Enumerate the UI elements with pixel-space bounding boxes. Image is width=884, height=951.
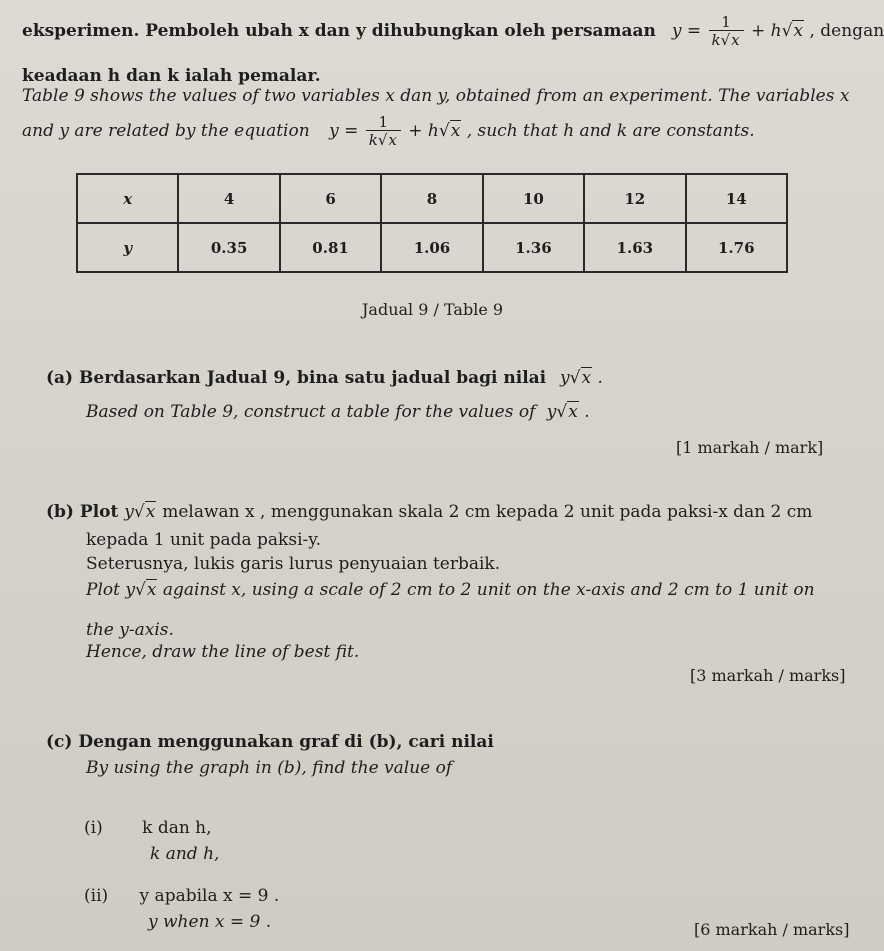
- part-b-ms-1: [46, 502, 812, 522]
- table-cell: 12: [584, 174, 685, 223]
- part-c-ii-label: (ii): [84, 886, 109, 906]
- ysqrtx-expr: y√x .: [546, 402, 590, 422]
- part-b-ms1-post: melawan x , menggunakan skala 2 cm kepada 2 unit pada paksi-x dan 2 cm: [162, 502, 813, 522]
- part-b-marks: [3 markah / marks]: [690, 666, 846, 685]
- equation-fraction-2: $\frac{1}{k√x}$: [366, 114, 401, 149]
- equation-inline-2: y = $\frac{1}{k√x}$ + h√x: [329, 113, 461, 149]
- part-a-ms-text: Berdasarkan Jadual 9, bina satu jadual bagi nilai: [79, 368, 547, 388]
- table-cell: 8: [381, 174, 482, 223]
- part-c-marks: [6 markah / marks]: [694, 920, 850, 939]
- part-b-en-1: [86, 580, 815, 600]
- table-header-y: y: [77, 223, 178, 272]
- table-cell: 0.81: [280, 223, 381, 272]
- part-b-en-3: Hence, draw the line of best fit.: [86, 642, 360, 662]
- table-row-y: [77, 223, 787, 272]
- intro-line-3: Table 9 shows the values of two variables x dan y, obtained from an experiment. The variables x: [22, 86, 850, 106]
- intro-text-en-4: and y are related by the equation: [22, 121, 310, 141]
- part-b-en-2: the y-axis.: [86, 620, 174, 640]
- intro-line-2: keadaan h dan k ialah pemalar.: [22, 66, 321, 86]
- part-a-label: (a): [46, 368, 74, 388]
- part-b-en1-post: against x, using a scale of 2 cm to 2 unit on the x-axis and 2 cm to 1 unit on: [162, 580, 815, 600]
- part-c-ii-en: y when x = 9 .: [148, 912, 272, 932]
- part-c-ii-ms: [84, 886, 279, 906]
- table-cell: 0.35: [178, 223, 279, 272]
- part-c-ms-text: Dengan menggunakan graf di (b), cari nilai: [78, 732, 494, 752]
- part-b-ms-3: Seterusnya, lukis garis lurus penyuaian terbaik.: [86, 554, 501, 574]
- part-c-ii-ms-text: y apabila x = 9 .: [139, 886, 280, 906]
- part-c-ms: [46, 732, 494, 752]
- part-c-en: By using the graph in (b), find the value of: [86, 758, 453, 778]
- table-caption: Jadual 9 / Table 9: [362, 300, 504, 319]
- part-c-i-label: (i): [84, 818, 103, 838]
- part-c-i-ms-text: k dan h,: [142, 818, 212, 838]
- part-c-label: (c): [46, 732, 73, 752]
- ysqrtx-expr: y√x: [125, 580, 157, 600]
- table-cell: 6: [280, 174, 381, 223]
- data-table: [76, 173, 788, 273]
- part-b-ms-2: kepada 1 unit pada paksi-y.: [86, 530, 322, 550]
- table-cell: 1.63: [584, 223, 685, 272]
- part-a-en-text: Based on Table 9, construct a table for the values of: [86, 402, 536, 422]
- table-row-x: [77, 174, 787, 223]
- part-c-i-ms: [84, 818, 212, 838]
- part-c-i-en: k and h,: [150, 844, 220, 864]
- intro-end-4: , such that h and k are constants.: [466, 121, 755, 141]
- table-cell: 4: [178, 174, 279, 223]
- part-a-ms: [46, 368, 603, 388]
- equation-fraction: $\frac{1}{k√x}$: [709, 14, 744, 49]
- table-cell: 1.36: [483, 223, 584, 272]
- equation-inline-1: y = $\frac{1}{k√x}$ + h√x: [671, 13, 804, 49]
- part-a-en: [86, 402, 590, 422]
- intro-text-ms-1: eksperimen. Pemboleh ubah x dan y dihubungkan oleh persamaan: [22, 21, 656, 41]
- intro-line-1: [22, 14, 884, 49]
- table-cell: 1.06: [381, 223, 482, 272]
- table-header-x: x: [77, 174, 178, 223]
- equation-lhs: y =: [671, 21, 702, 41]
- part-b-ms1-pre: Plot: [79, 502, 119, 522]
- table-cell: 10: [483, 174, 584, 223]
- ysqrtx-expr: y√x .: [560, 368, 603, 388]
- table-cell: 1.76: [686, 223, 787, 272]
- part-b-en1-pre: Plot: [86, 580, 120, 600]
- ysqrtx-expr: y√x: [124, 502, 156, 522]
- table-cell: 14: [686, 174, 787, 223]
- part-a-marks: [1 markah / mark]: [676, 438, 824, 457]
- intro-line-4: [22, 114, 755, 149]
- intro-end-1: , dengan: [809, 21, 884, 41]
- part-b-label: (b): [46, 502, 74, 522]
